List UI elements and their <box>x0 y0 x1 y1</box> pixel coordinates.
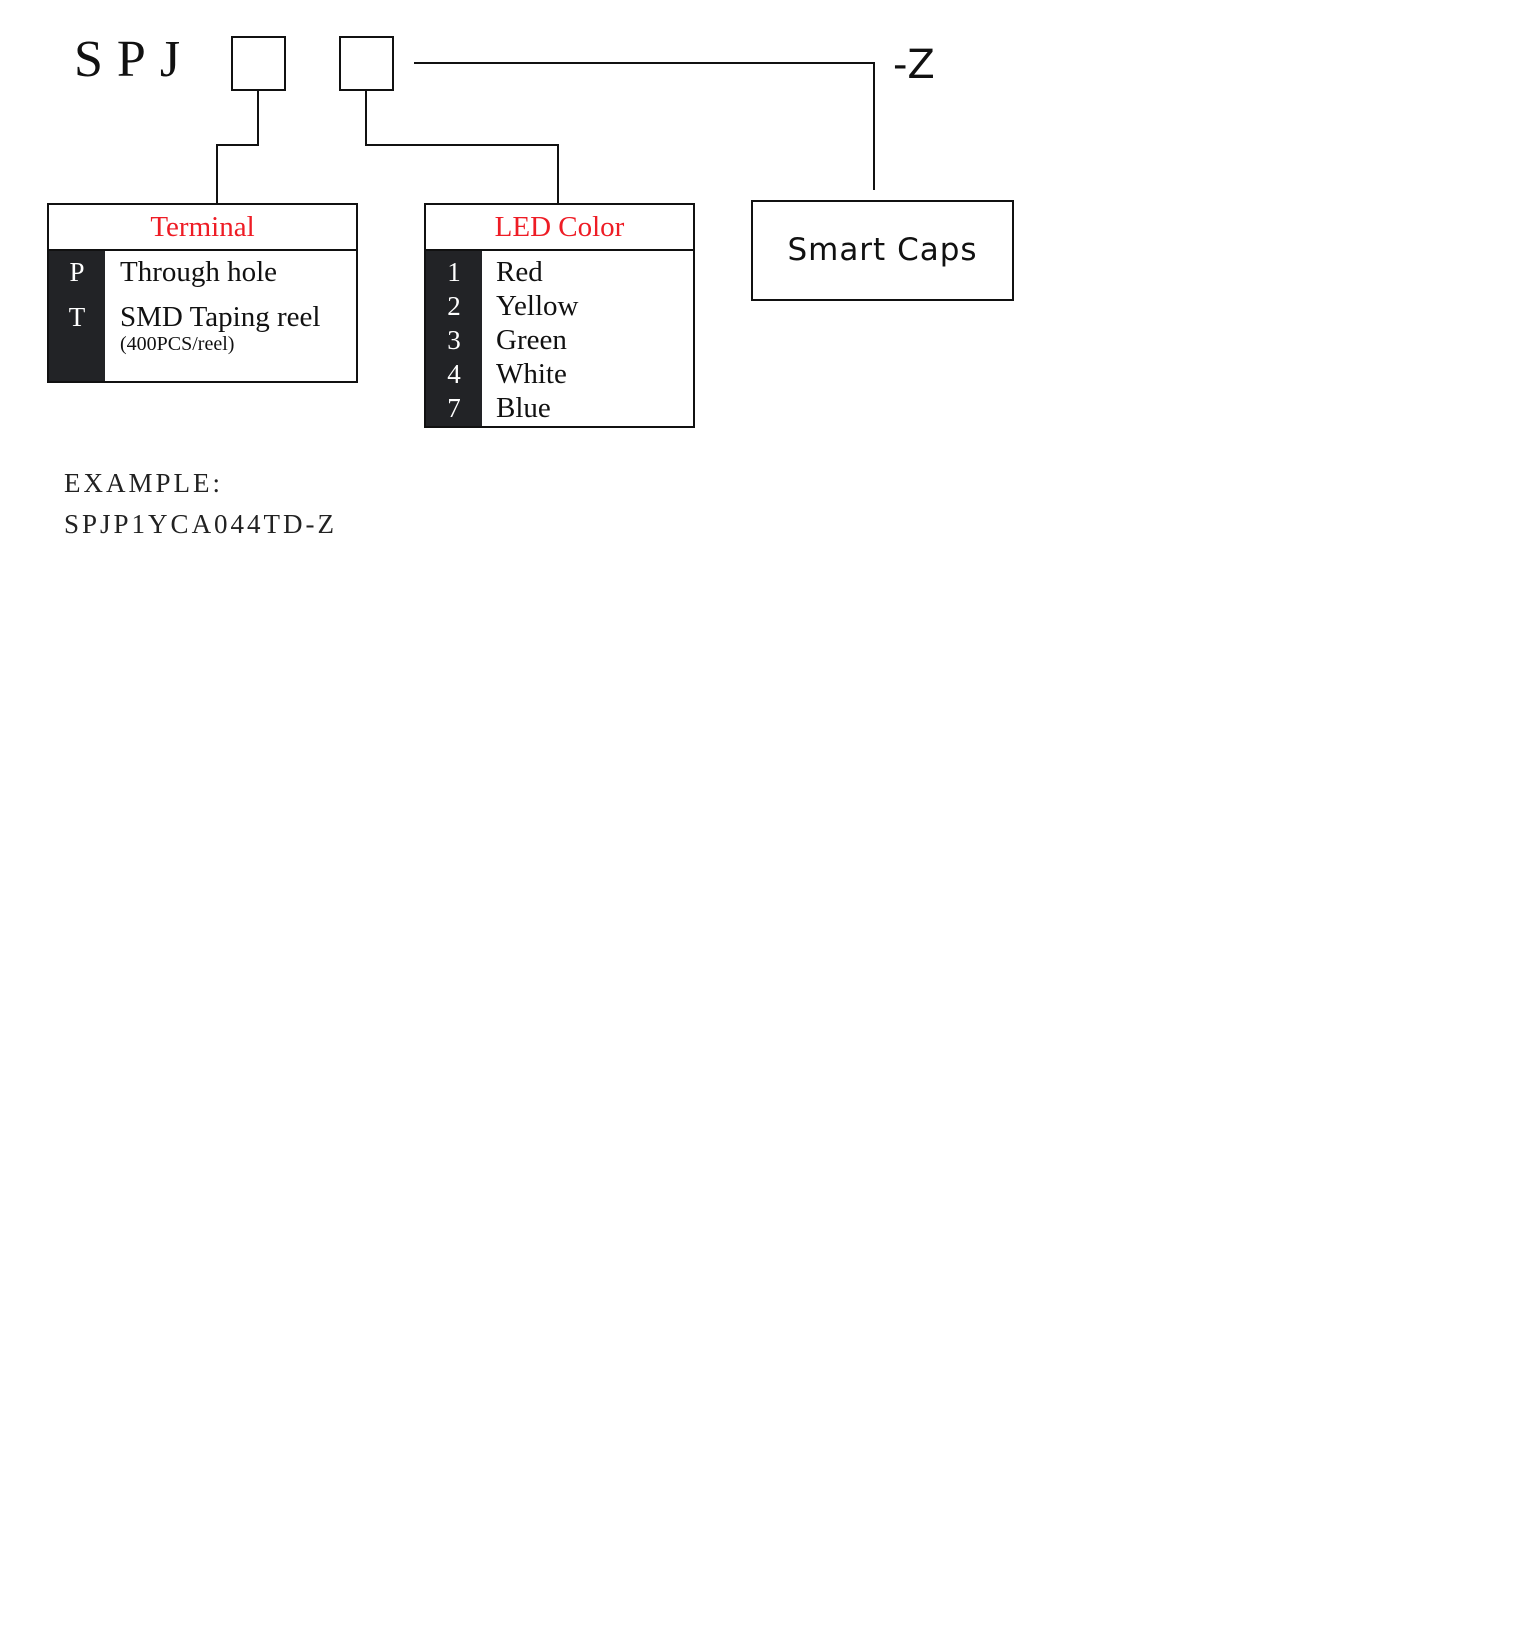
led-color-code: 2 <box>447 291 461 321</box>
led-color-label: White <box>496 358 567 390</box>
smart-caps-box: Smart Caps <box>751 200 1014 301</box>
led-color-label: Green <box>496 324 567 356</box>
part-suffix: -Z <box>893 42 935 88</box>
terminal-note: (400PCS/reel) <box>120 333 235 355</box>
led-color-table <box>424 203 695 428</box>
led-color-connector <box>366 89 558 203</box>
led-color-title: LED Color <box>426 205 693 251</box>
example-label: EXAMPLE: <box>64 468 223 498</box>
terminal-title: Terminal <box>49 205 356 251</box>
example-part-number: SPJP1YCA044TD-Z <box>64 509 338 539</box>
terminal-label: Through hole <box>120 256 278 288</box>
terminal-code: T <box>68 302 86 332</box>
led-color-label: Red <box>496 256 543 288</box>
led-color-label: Blue <box>496 392 551 424</box>
terminal-connector <box>217 89 258 203</box>
led-color-code: 3 <box>447 325 461 355</box>
part-prefix: SPJ <box>74 31 195 88</box>
led-color-code: 7 <box>447 393 461 423</box>
terminal-code: P <box>69 257 85 287</box>
led-color-label: Yellow <box>496 290 579 322</box>
led-color-code: 1 <box>447 257 461 287</box>
terminal-table <box>47 203 358 383</box>
terminal-label: SMD Taping reel <box>120 301 321 333</box>
smart-caps-connector <box>414 63 874 190</box>
led-color-code: 4 <box>447 359 461 389</box>
